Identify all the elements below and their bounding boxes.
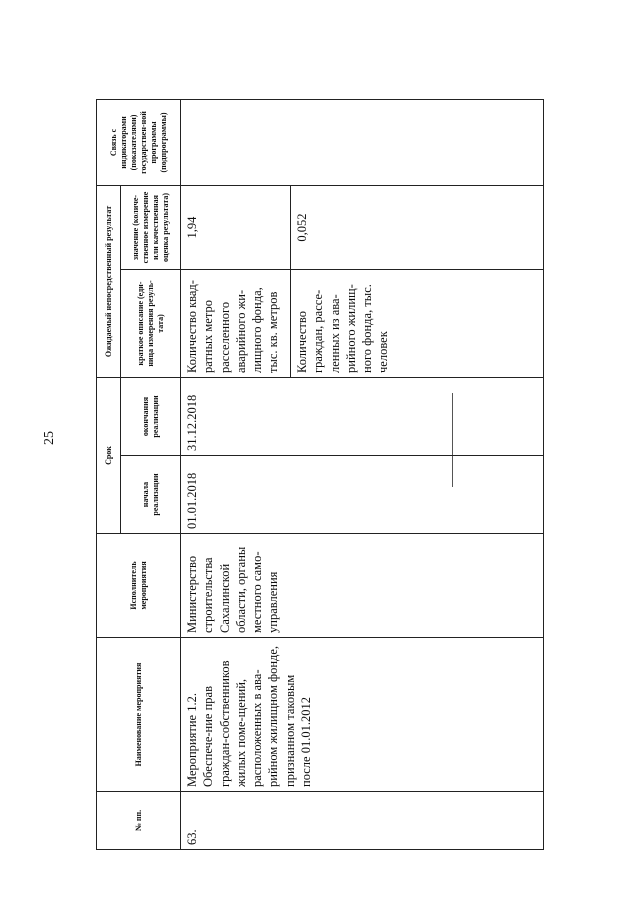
rotated-table-sheet	[96, 100, 544, 850]
activity-table	[96, 99, 544, 850]
row-end: 31.12.2018	[181, 378, 544, 456]
row-link	[181, 100, 544, 186]
header-term: Срок	[97, 378, 121, 534]
result-2-value: 0,052	[291, 186, 544, 270]
header-name: Наименование мероприятия	[97, 638, 181, 792]
header-num: № пп.	[97, 792, 181, 850]
header-expected: Ожидаемый непосредственный результат	[97, 186, 121, 378]
header-row-1	[97, 100, 121, 850]
header-term-start: начала реализации	[121, 456, 181, 534]
row-name: Мероприятие 1.2. Обеспече-ние прав граждан-собственников жилых поме-щений, расположенных в ава-рийном жилищном фонде, признанном таковым после 01.01.2012	[181, 638, 544, 792]
header-link: Связь с индикаторами (показателями) государствен-ной программы (подпрограммы)	[97, 100, 181, 186]
row-start: 01.01.2018	[181, 456, 544, 534]
result-1-value: 1,94	[181, 186, 291, 270]
header-term-end: окончания реализации	[121, 378, 181, 456]
result-2-desc: Количество граждан, рассе-ленных из ава-рийного жилищ-ного фонда, тыс. человек	[291, 270, 544, 378]
row-executor: Министерство строительства Сахалинской области, органы местного само-управления	[181, 534, 544, 638]
header-expected-desc: краткое описание (еди-ница измерения резуль-тата)	[121, 270, 181, 378]
result-1-desc: Количество квад-ратных метро расселенного аварийного жи-лищного фонда, тыс. кв. метров	[181, 270, 291, 378]
header-expected-value: значение (количе-ственное измерение или качественная оценка результата)	[121, 186, 181, 270]
page-number: 25	[42, 431, 57, 445]
table-row	[181, 100, 291, 850]
row-num: 63.	[181, 792, 544, 850]
header-executor: Исполнитель мероприятия	[97, 534, 181, 638]
